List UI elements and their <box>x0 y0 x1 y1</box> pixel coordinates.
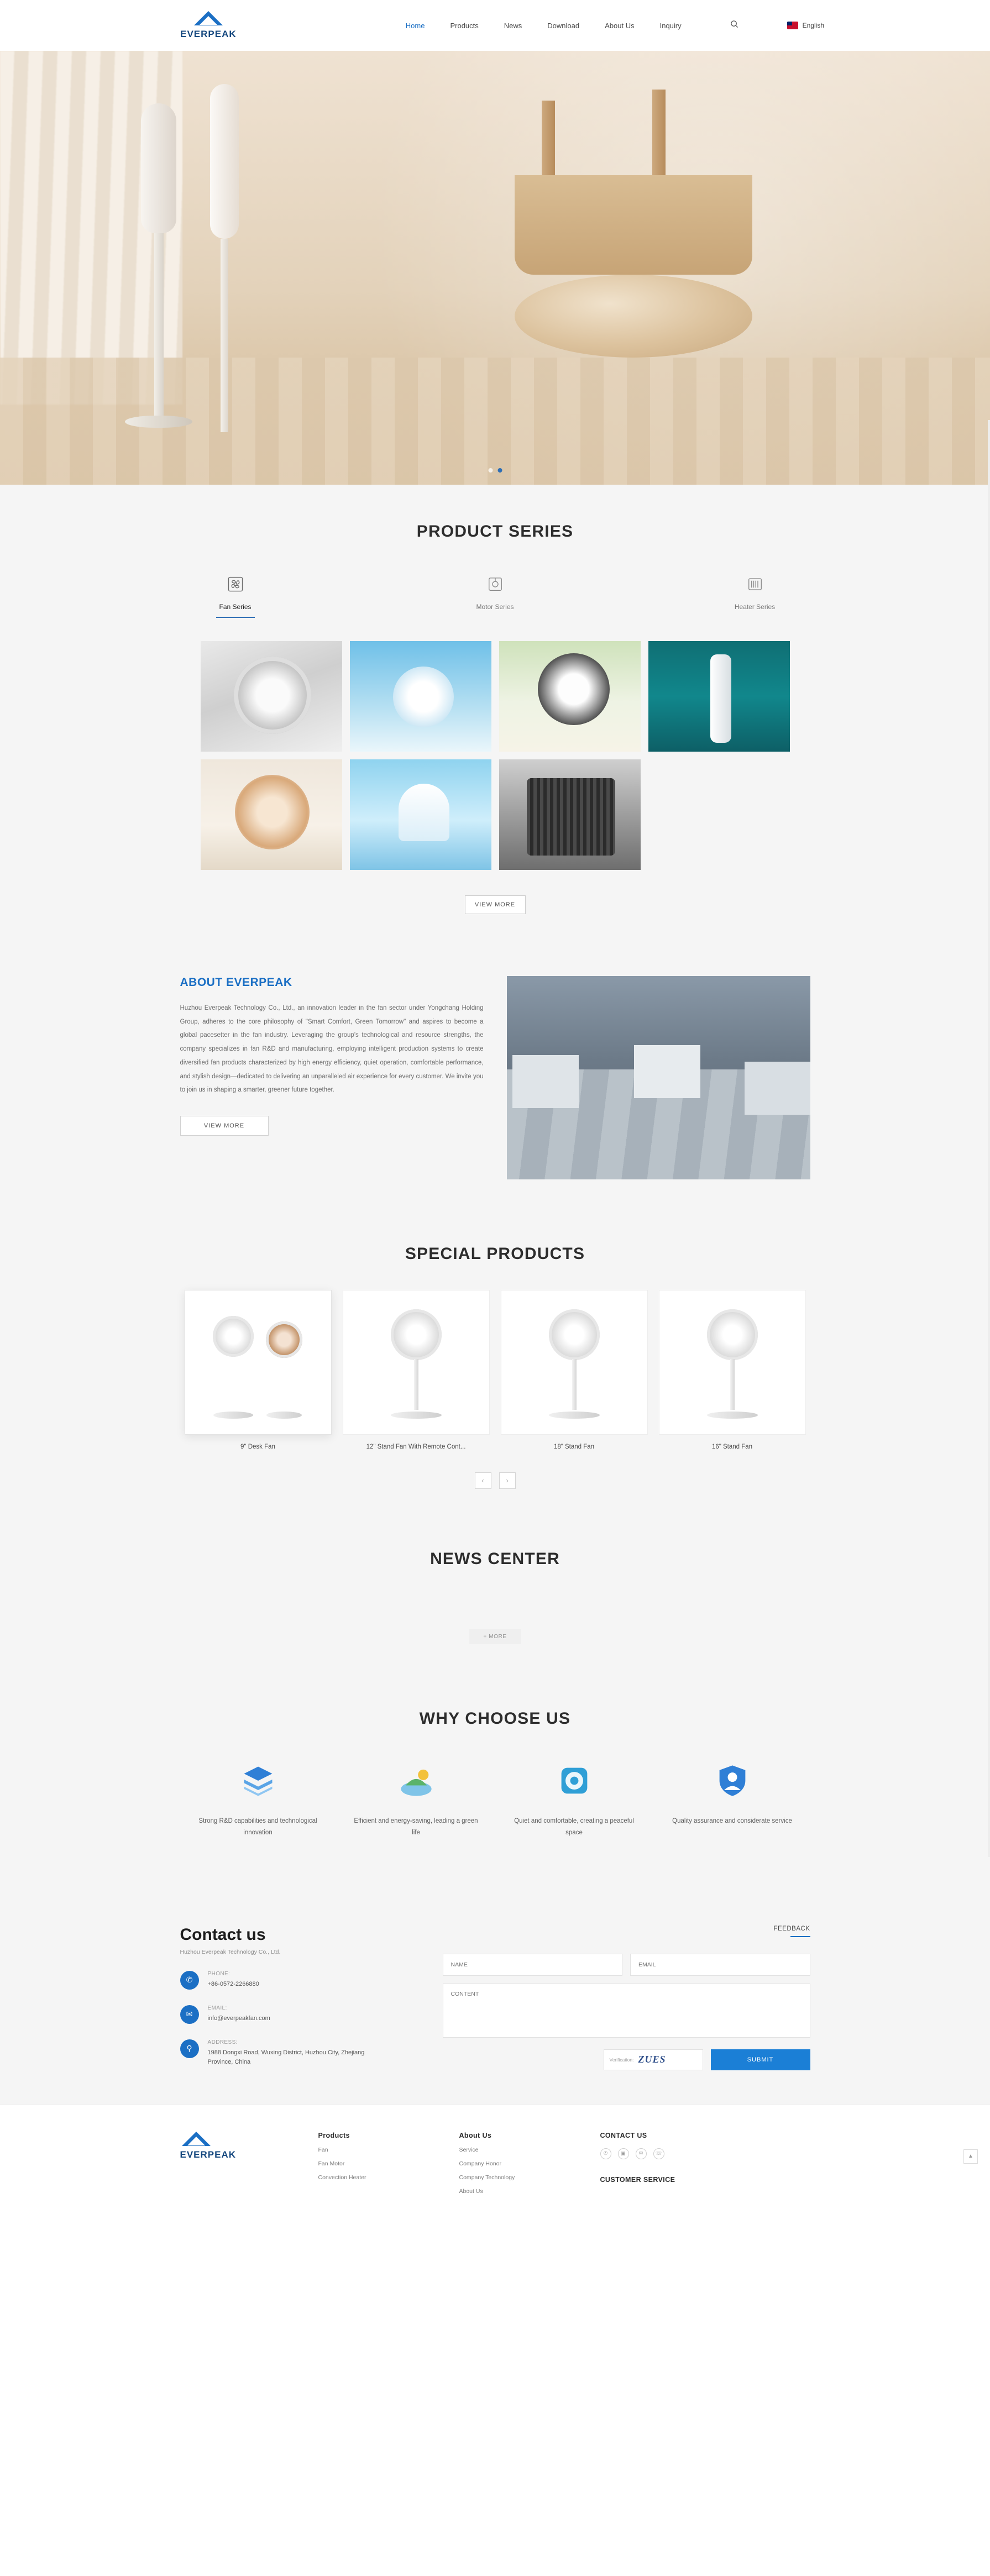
product-tile-retro-fan-copper[interactable] <box>201 759 342 870</box>
tab-active-underline <box>216 617 255 618</box>
about-description: Huzhou Everpeak Technology Co., Ltd., an innovation leader in the fan sector under Yongchang Holding Group, adheres to the core philosophy of "Smart Comfort, Green Tomorrow" and aspires to become a global pacesetter in the fan industry. Leveraging the group's technological and resource strengths, the company specializes in fan R&D and manufacturing, employing intelligent production systems to create diversified fan products characterized by high energy efficiency, quiet operation, comfortable performance, and stylish design—dedicated to delivering an unparalleled air experience for every customer. We invite you to join us in shaping a smarter, greener future together. <box>180 1005 484 1094</box>
special-name-3: 16" Stand Fan <box>711 1444 753 1450</box>
product-tile-box-fan-grey[interactable] <box>499 759 641 870</box>
special-card-12-stand-fan[interactable] <box>343 1290 490 1450</box>
footer-link-about-us[interactable]: About Us <box>459 2187 483 2195</box>
special-name-1: 12" Stand Fan With Remote Cont... <box>366 1444 466 1450</box>
language-label: English <box>802 22 824 29</box>
news-more-button[interactable]: + MORE <box>469 1629 521 1644</box>
quiet-fan-icon <box>549 1757 600 1804</box>
phone-icon-footer[interactable]: ☏ <box>653 2148 664 2159</box>
contact-section <box>0 1889 990 2105</box>
feedback-label: FEEDBACK <box>773 1925 810 1932</box>
contact-row-phone <box>180 1971 440 1990</box>
why-desc-0: Strong R&D capabilities and technological innovation <box>198 1818 317 1837</box>
product-tile-solar-fan-black[interactable] <box>499 641 641 752</box>
mail-icon: ✉ <box>180 2005 199 2024</box>
footer-link-company-honor[interactable]: Company Honor <box>459 2160 501 2167</box>
name-input[interactable] <box>443 1954 623 1976</box>
logo-triangle-icon <box>192 11 224 28</box>
about-view-more-button[interactable]: VIEW MORE <box>180 1116 269 1136</box>
nav-item-home[interactable]: Home <box>405 21 425 30</box>
footer-link-convection-heater[interactable]: Convection Heater <box>318 2174 366 2181</box>
product-tile-mini-fan-blue[interactable] <box>350 759 491 870</box>
email-input[interactable] <box>630 1954 810 1976</box>
why-item-quiet <box>501 1757 648 1839</box>
captcha-label: Verification: <box>609 2056 634 2063</box>
special-products-section <box>0 1211 990 1515</box>
nav-item-news[interactable]: News <box>504 21 522 30</box>
contact-label-phone: PHONE: <box>207 1970 231 1977</box>
feedback-form-actions <box>443 2049 810 2070</box>
special-image-9-desk-fan <box>185 1290 332 1435</box>
footer-head-about: About Us <box>459 2131 492 2139</box>
contact-row-email <box>180 2005 440 2024</box>
contact-subtitle: Huzhou Everpeak Technology Co., Ltd. <box>180 1948 281 1955</box>
service-person-icon <box>707 1757 758 1804</box>
footer-column-contact <box>600 2132 810 2195</box>
why-item-service <box>659 1757 806 1839</box>
why-desc-3: Quality assurance and considerate service <box>672 1818 792 1824</box>
site-logo[interactable] <box>171 11 245 40</box>
footer-social-links <box>600 2148 810 2159</box>
contact-label-email: EMAIL: <box>207 2005 227 2011</box>
site-footer <box>0 2105 990 2217</box>
product-series-tabs <box>180 573 810 618</box>
language-switcher[interactable] <box>787 22 824 29</box>
whatsapp-icon[interactable]: ✆ <box>600 2148 611 2159</box>
hero-dot-1[interactable] <box>488 468 493 473</box>
product-tile-tower-fan-teal[interactable] <box>648 641 790 752</box>
footer-head-contact: CONTACT US <box>600 2131 647 2139</box>
special-card-9-desk-fan[interactable] <box>185 1290 332 1450</box>
footer-link-company-technology[interactable]: Company Technology <box>459 2174 515 2181</box>
special-name-2: 18" Stand Fan <box>553 1444 595 1450</box>
submit-button[interactable]: SUBMIT <box>711 2049 810 2070</box>
special-card-16-stand-fan[interactable] <box>659 1290 806 1450</box>
motor-icon <box>484 573 506 595</box>
why-item-rnd <box>185 1757 332 1839</box>
why-desc-1: Efficient and energy-saving, leading a green life <box>354 1818 478 1837</box>
why-choose-us-section <box>0 1675 990 1889</box>
hero-pagination-dots <box>488 468 502 473</box>
product-tile-table-fan-white[interactable] <box>201 641 342 752</box>
nav-item-download[interactable]: Download <box>547 21 580 30</box>
footer-head-customer-service: CUSTOMER SERVICE <box>600 2175 675 2184</box>
contact-title: Contact us <box>180 1925 266 1944</box>
nav-item-products[interactable]: Products <box>450 21 479 30</box>
hero-tower-fan-1 <box>141 103 176 446</box>
logo-text: EVERPEAK <box>180 29 237 39</box>
flag-icon <box>787 22 798 29</box>
about-title: ABOUT EVERPEAK <box>180 976 292 989</box>
about-section <box>0 942 990 1211</box>
special-carousel-arrows <box>180 1472 810 1489</box>
footer-logo-text: EVERPEAK <box>180 2149 237 2160</box>
layers-icon <box>233 1757 284 1804</box>
product-series-section <box>0 485 990 942</box>
special-card-18-stand-fan[interactable] <box>501 1290 648 1450</box>
tab-heater-series[interactable] <box>716 573 794 618</box>
contact-label-address: ADDRESS: <box>207 2039 238 2045</box>
product-tile-clip-fan-blue[interactable] <box>350 641 491 752</box>
wechat-icon[interactable]: ▣ <box>618 2148 629 2159</box>
captcha-box[interactable] <box>604 2049 703 2070</box>
leaf-energy-icon <box>391 1757 442 1804</box>
about-factory-image <box>507 976 810 1179</box>
special-products-grid <box>180 1290 810 1450</box>
footer-logo[interactable] <box>180 2132 318 2195</box>
feedback-heading <box>443 1926 810 1942</box>
tab-label-heater-series: Heater Series <box>734 603 776 611</box>
why-choose-us-title: WHY CHOOSE US <box>419 1709 571 1728</box>
special-image-16-stand-fan <box>659 1290 806 1435</box>
contact-value-phone[interactable]: +86-0572-2266880 <box>207 1980 259 1987</box>
footer-link-fan[interactable]: Fan <box>318 2146 328 2153</box>
fan-icon <box>224 573 247 595</box>
captcha-code: ZUES <box>638 2054 666 2065</box>
tab-label-fan-series: Fan Series <box>219 603 252 611</box>
main-nav <box>406 19 824 32</box>
footer-column-products <box>318 2132 459 2195</box>
contact-value-address: 1988 Dongxi Road, Wuxing District, Huzhou City, Zhejiang Province, China <box>207 2049 365 2066</box>
news-section <box>0 1515 990 1675</box>
footer-logo-triangle-icon <box>180 2132 212 2148</box>
hero-wooden-stool <box>515 219 752 385</box>
location-icon: ⚲ <box>180 2039 199 2058</box>
carousel-next-button[interactable]: › <box>499 1472 516 1489</box>
carousel-prev-button[interactable]: ‹ <box>475 1472 491 1489</box>
hero-tower-fan-2 <box>210 84 239 449</box>
why-choose-us-grid <box>180 1757 810 1839</box>
back-to-top-button[interactable]: ▲ <box>963 2149 978 2164</box>
special-products-title: SPECIAL PRODUCTS <box>405 1245 585 1263</box>
special-image-18-stand-fan <box>501 1290 648 1435</box>
tab-motor-series[interactable] <box>457 573 534 618</box>
footer-head-products: Products <box>318 2131 350 2139</box>
tab-label-motor-series: Motor Series <box>476 603 514 611</box>
product-view-more-button[interactable]: VIEW MORE <box>465 895 526 914</box>
special-name-0: 9" Desk Fan <box>240 1444 275 1450</box>
special-image-12-stand-fan <box>343 1290 490 1435</box>
email-icon[interactable]: ✉ <box>636 2148 647 2159</box>
product-grid <box>180 641 810 870</box>
product-series-title: PRODUCT SERIES <box>416 522 574 541</box>
content-textarea[interactable] <box>443 1984 810 2038</box>
tab-fan-series[interactable] <box>197 573 274 618</box>
site-header <box>0 0 990 51</box>
hero-dot-2[interactable] <box>497 468 502 473</box>
contact-row-address <box>180 2039 440 2068</box>
news-title: NEWS CENTER <box>430 1550 560 1568</box>
why-item-energy <box>343 1757 490 1839</box>
heater-icon <box>744 573 766 595</box>
feedback-underline <box>790 1936 810 1937</box>
nav-item-inquiry[interactable]: Inquiry <box>659 21 682 30</box>
why-desc-2: Quiet and comfortable, creating a peaceful space <box>514 1818 634 1837</box>
footer-column-about <box>459 2132 600 2195</box>
footer-link-service[interactable]: Service <box>459 2146 479 2153</box>
footer-link-fan-motor[interactable]: Fan Motor <box>318 2160 345 2167</box>
contact-value-email[interactable]: info@everpeakfan.com <box>207 2014 270 2022</box>
hero-banner[interactable] <box>0 51 990 485</box>
search-icon[interactable] <box>730 20 738 31</box>
page-scrollbar-rail[interactable] <box>988 420 990 1857</box>
phone-icon: ✆ <box>180 1971 199 1990</box>
nav-item-about-us[interactable]: About Us <box>605 21 635 30</box>
feedback-form-row <box>443 1954 810 1976</box>
